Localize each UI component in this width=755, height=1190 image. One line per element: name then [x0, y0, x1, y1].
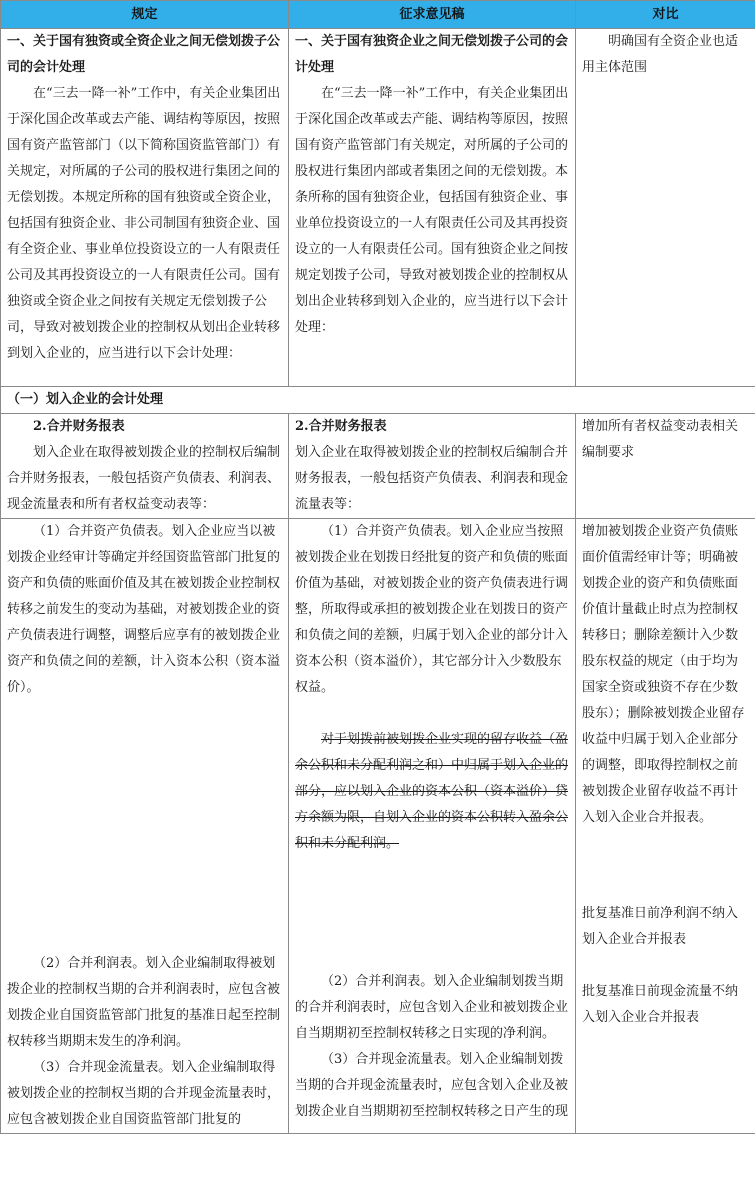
spacer [7, 701, 282, 951]
spacer [582, 953, 749, 979]
row3-comparison-balance-sheet: 增加被划拨企业资产负债账面价值需经审计等；明确被划拨企业的资产和负债账面价值计量截止时点为控制权转移日；删除差额计入少数股东权益的规定（由于均为国家全资或独资不存在少数股东）；删除被划拨企业留存收益中归属于划入企业部分的调整，即取得控制权之前被划拨企业留存收益不再计入划入企业合并报表。 [582, 524, 745, 825]
row3-comparison-income: 批复基准日前净利润不纳入划入企业合并报表 [582, 906, 739, 947]
row2-draft-title: 2.合并财务报表 [295, 419, 387, 434]
row1-draft-cell [289, 29, 576, 387]
row3-draft-balance-sheet: （1）合并资产负债表。划入企业应当按照被划拨企业在划拨日经批复的资产和负债的账面价值为基础，对被划拨企业的资产负债表进行调整，所取得或承担的被划拨企业在划拨日的资产和负债之间的差额，归属于划入企业的部分计入资本公积（资本溢价），其它部分计入少数股东权益。 [295, 524, 569, 695]
table-row [1, 414, 755, 519]
row2-regulation-text: 划入企业在取得被划拨企业的控制权后编制合并财务报表，一般包括资产负债表、利润表、现金流量表和所有者权益变动表等： [7, 445, 281, 512]
row3-draft-retained-earnings-struck: 对于划拨前被划拨企业实现的留存收益（盈余公积和未分配利润之和）中归属于划入企业的部分，应以划入企业的资本公积（资本溢价）贷方余额为限，自划入企业的资本公积转入盈余公积和未分配利润。 [295, 732, 569, 851]
row2-regulation-cell [1, 414, 289, 519]
row2-regulation-title: 2.合并财务报表 [33, 419, 125, 434]
table-row [1, 29, 755, 387]
row3-comparison-cell [576, 519, 755, 1134]
table-row [1, 519, 755, 1134]
header-regulation: 规定 [1, 1, 289, 29]
section-title: （一）划入企业的会计处理 [1, 387, 755, 414]
row3-regulation-income-statement: （2）合并利润表。划入企业编制取得被划拨企业的控制权当期的合并利润表时，应包含被划拨企业自国资监管部门批复的基准日起至控制权转移当期期末发生的净利润。 [7, 956, 281, 1049]
row3-regulation-cell [1, 519, 289, 1134]
row1-regulation-cell [1, 29, 289, 387]
row1-regulation-title: 一、关于国有独资或全资企业之间无偿划拨子公司的会计处理 [7, 34, 281, 75]
row1-comparison-cell [576, 29, 755, 387]
row2-draft-cell [289, 414, 576, 519]
row2-comparison-cell [576, 414, 755, 519]
section-row [1, 387, 755, 414]
spacer [295, 857, 569, 969]
row1-draft-text: 在“三去一降一补”工作中，有关企业集团出于深化国企改革或去产能、调结构等原因，按照国有资产监管部门有关规定，对所属的子公司的股权进行集团内部或者集团之间的无偿划拨。本条所称的国有独资企业，包括国有独资企业、事业单位投资设立的一人有限责任公司及其再投资设立的一人有限责任公司。国有独资企业之间按规定划拨子公司，导致对被划拨企业的控制权从划出企业转移到划入企业的，应当进行以下会计处理： [295, 86, 569, 335]
row3-draft-income-statement: （2）合并利润表。划入企业编制划拨当期的合并利润表时，应包含划入企业和被划拨企业自当期期初至控制权转移之日实现的净利润。 [295, 974, 569, 1041]
spacer [582, 831, 749, 901]
row1-comparison-text: 明确国有全资企业也适用主体范围 [582, 34, 739, 75]
row2-draft-text: 划入企业在取得被划拨企业的控制权后编制合并财务报表，一般包括资产负债表、利润表和现金流量表等： [295, 445, 569, 512]
row1-draft-title: 一、关于国有独资企业之间无偿划拨子公司的会计处理 [295, 34, 569, 75]
row3-draft-cash-flow: （3）合并现金流量表。划入企业编制划拨当期的合并现金流量表时，应包含划入企业及被划拨企业自当期期初至控制权转移之日产生的现 [295, 1052, 569, 1119]
row2-comparison-text: 增加所有者权益变动表相关编制要求 [582, 419, 739, 460]
header-comparison: 对比 [576, 1, 755, 29]
row3-regulation-cash-flow: （3）合并现金流量表。划入企业编制取得被划拨企业的控制权当期的合并现金流量表时，应包含被划拨企业自国资监管部门批复的 [7, 1060, 281, 1127]
row3-draft-cell [289, 519, 576, 1134]
spacer [295, 701, 569, 727]
table-header-row [1, 1, 755, 29]
row1-regulation-text: 在“三去一降一补”工作中，有关企业集团出于深化国企改革或去产能、调结构等原因，按照国有资产监管部门（以下简称国资监管部门）有关规定，对所属的子公司的股权进行集团之间的无偿划拨。本规定所称的国有独资或全资企业，包括国有独资企业、非公司制国有独资企业、国有全资企业、事业单位投资设立的一人有限责任公司及其再投资设立的一人有限责任公司。国有独资或全资企业之间按有关规定无偿划拨子公司，导致对被划拨企业的控制权从划出企业转移到划入企业的，应当进行以下会计处理： [7, 86, 281, 361]
row3-regulation-balance-sheet: （1）合并资产负债表。划入企业应当以被划拨企业经审计等确定并经国资监管部门批复的资产和负债的账面价值及其在被划拨企业控制权转移之前发生的变动为基础，对被划拨企业的资产负债表进行调整，调整后应享有的被划拨企业资产和负债之间的差额，计入资本公积（资本溢价）。 [7, 524, 281, 695]
row3-comparison-cash-flow: 批复基准日前现金流量不纳入划入企业合并报表 [582, 984, 739, 1025]
header-draft: 征求意见稿 [289, 1, 576, 29]
